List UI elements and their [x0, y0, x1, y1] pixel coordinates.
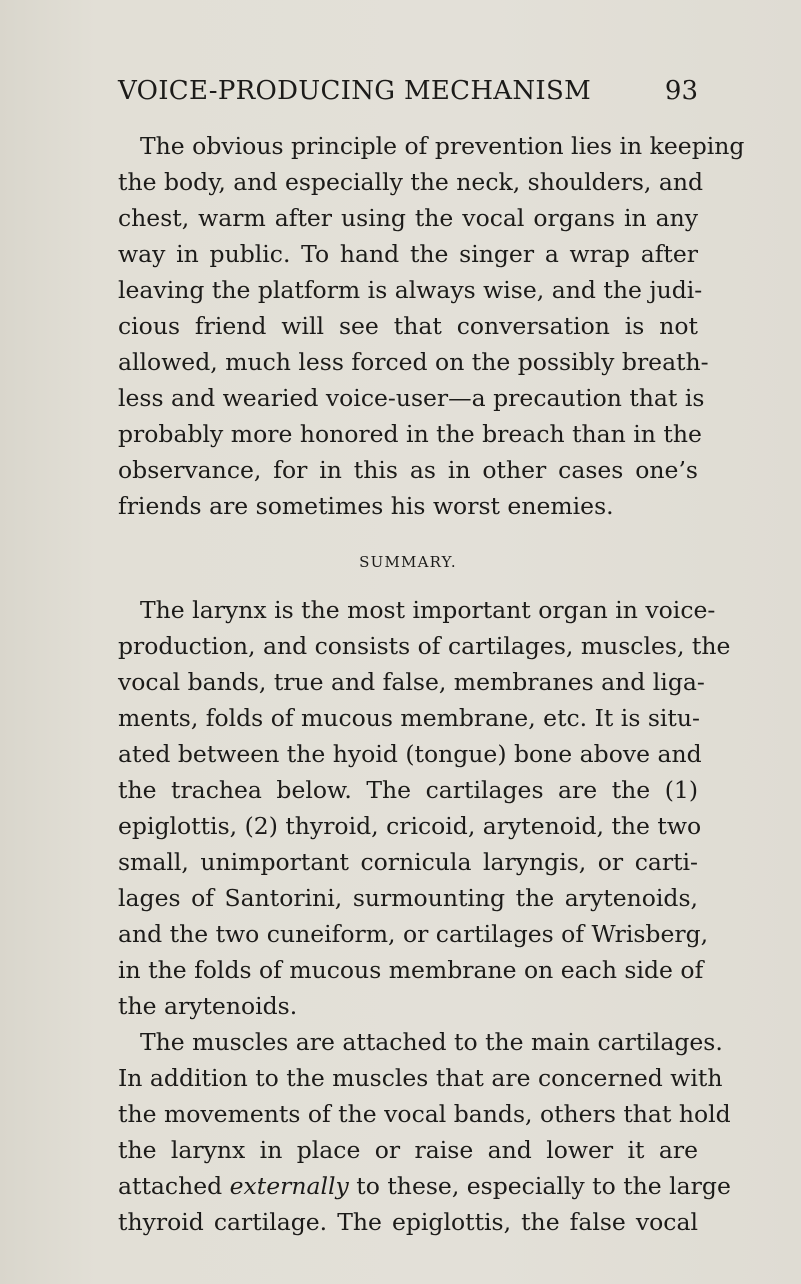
text-line: In addition to the muscles that are concerned with: [118, 1064, 723, 1092]
paragraph-larynx: [118, 592, 731, 1024]
running-head: VOICE-PRODUCING MECHANISM: [118, 76, 592, 106]
text-line: the arytenoids.: [118, 992, 298, 1020]
emphasized-word: externally: [229, 1172, 349, 1200]
text-line: The obvious principle of prevention lies in keeping: [140, 132, 745, 160]
text-line: and the two cuneiform, or cartilages of Wrisberg,: [118, 920, 709, 948]
body-text: [118, 128, 745, 1240]
section-heading-summary: SUMMARY.: [359, 553, 457, 571]
text-run: attached: [118, 1172, 230, 1200]
text-line: lages of Santorini, surmounting the arytenoids,: [118, 884, 698, 912]
text-line: in the folds of mucous membrane on each side of: [118, 956, 704, 984]
paragraph-muscles: [118, 1024, 731, 1240]
text-line: less and wearied voice-user—a precaution that is: [118, 384, 705, 412]
page-number: 93: [664, 76, 698, 106]
text-line: epiglottis, (2) thyroid, cricoid, arytenoid, the two: [118, 812, 702, 840]
text-line: production, and consists of cartilages, muscles, the: [118, 632, 731, 660]
text-line: probably more honored in the breach than in the: [118, 420, 702, 448]
text-line: [118, 1168, 731, 1204]
text-line: the trachea below. The cartilages are the (1): [118, 776, 698, 804]
text-line: the movements of the vocal bands, others that hold: [118, 1100, 731, 1128]
text-line: the larynx in place or raise and lower it are: [118, 1136, 698, 1164]
text-line: cious friend will see that conversation is not: [118, 312, 698, 340]
text-line: The larynx is the most important organ in voice-: [140, 596, 716, 624]
text-line: friends are sometimes his worst enemies.: [118, 492, 614, 520]
text-line: ated between the hyoid (tongue) bone above and: [118, 740, 702, 768]
text-line: allowed, much less forced on the possibly breath-: [118, 348, 709, 376]
page-header: [118, 76, 698, 116]
text-line: vocal bands, true and false, membranes and liga-: [118, 668, 705, 696]
text-run: to these, especially to the large: [348, 1172, 731, 1200]
text-line: observance, for in this as in other cases one’s: [118, 456, 698, 484]
text-line: ments, folds of mucous membrane, etc. It is situ-: [118, 704, 700, 732]
text-line: way in public. To hand the singer a wrap after: [118, 240, 698, 268]
paragraph-prevention: [118, 128, 745, 524]
text-line: small, unimportant cornicula laryngis, or carti-: [118, 848, 698, 876]
text-line: The muscles are attached to the main cartilages.: [140, 1028, 723, 1056]
text-line: chest, warm after using the vocal organs in any: [118, 204, 698, 232]
text-line: thyroid cartilage. The epiglottis, the false vocal: [118, 1208, 698, 1236]
text-line: leaving the platform is always wise, and the judi-: [118, 276, 703, 304]
text-line: the body, and especially the neck, shoulders, and: [118, 168, 704, 196]
